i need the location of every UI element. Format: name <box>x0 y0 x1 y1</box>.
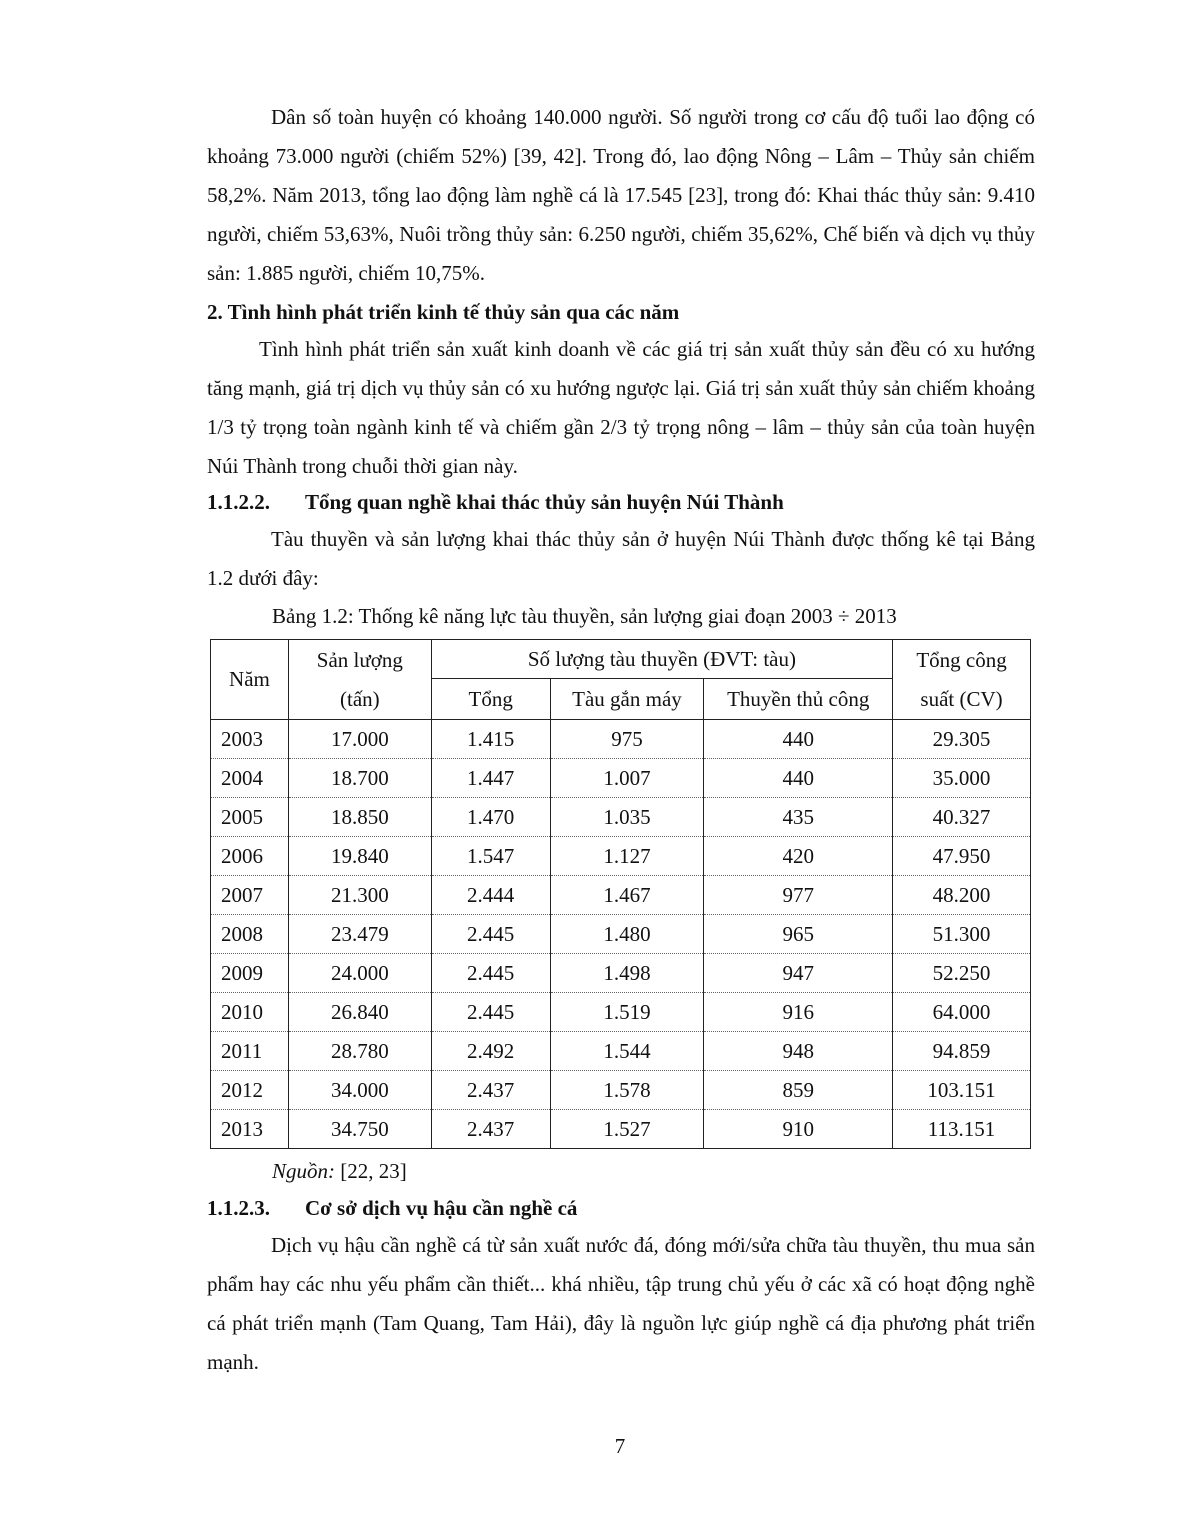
cell-year: 2007 <box>211 876 289 915</box>
paragraph-population: Dân số toàn huyện có khoảng 140.000 người. Số người trong cơ cấu độ tuổi lao động có khoảng 73.000 người (chiếm 52%) [39, 42]. Trong đó, lao động Nông – Lâm – Thủy sản chiếm 58,2%. Năm 2013, tổng lao động làm nghề cá là 17.545 [23], trong đó: Khai thác thủy sản: 9.410 người, chiếm 53,63%, Nuôi trồng thủy sản: 6.250 người, chiếm 35,62%, Chế biến và dịch vụ thủy sản: 1.885 người, chiếm 10,75%. <box>207 105 1035 285</box>
cell-manual: 948 <box>704 1032 893 1071</box>
heading-fisheries-economy: 2. Tình hình phát triển kinh tế thủy sản qua các năm <box>207 300 680 324</box>
cell-total: 2.444 <box>431 876 550 915</box>
cell-year: 2013 <box>211 1110 289 1149</box>
table-caption: Bảng 1.2: Thống kê năng lực tàu thuyền, sản lượng giai đoạn 2003 ÷ 2013 <box>272 604 897 628</box>
cell-output: 17.000 <box>288 720 431 759</box>
heading-section-1-1-2-3 <box>207 1193 577 1223</box>
cell-year: 2006 <box>211 837 289 876</box>
cell-total: 2.445 <box>431 915 550 954</box>
cell-manual: 420 <box>704 837 893 876</box>
cell-motorized: 1.498 <box>550 954 704 993</box>
header-output <box>288 640 431 720</box>
table-row <box>211 1032 1031 1071</box>
cell-power: 29.305 <box>893 720 1031 759</box>
page-number: 7 <box>614 1434 626 1458</box>
cell-manual: 947 <box>704 954 893 993</box>
table-row <box>211 993 1031 1032</box>
cell-motorized: 1.467 <box>550 876 704 915</box>
cell-output: 26.840 <box>288 993 431 1032</box>
cell-motorized: 1.519 <box>550 993 704 1032</box>
header-output-line1: Sản lượng <box>316 647 403 672</box>
cell-power: 51.300 <box>893 915 1031 954</box>
table-row <box>211 876 1031 915</box>
cell-power: 94.859 <box>893 1032 1031 1071</box>
cell-output: 28.780 <box>288 1032 431 1071</box>
cell-manual: 440 <box>704 759 893 798</box>
table-row <box>211 954 1031 993</box>
cell-output: 21.300 <box>288 876 431 915</box>
table-row <box>211 720 1031 759</box>
cell-power: 35.000 <box>893 759 1031 798</box>
cell-power: 64.000 <box>893 993 1031 1032</box>
heading-section-1-1-2-2 <box>207 487 784 517</box>
cell-year: 2005 <box>211 798 289 837</box>
table-row <box>211 837 1031 876</box>
cell-motorized: 1.127 <box>550 837 704 876</box>
header-total-power <box>893 640 1031 720</box>
cell-total: 2.437 <box>431 1071 550 1110</box>
cell-manual: 440 <box>704 720 893 759</box>
table-row <box>211 915 1031 954</box>
section-title: Tổng quan nghề khai thác thủy sản huyện Núi Thành <box>305 490 784 514</box>
cell-total: 1.470 <box>431 798 550 837</box>
cell-year: 2009 <box>211 954 289 993</box>
cell-manual: 859 <box>704 1071 893 1110</box>
header-motorized: Tàu gắn máy <box>550 679 704 720</box>
cell-output: 24.000 <box>288 954 431 993</box>
cell-year: 2003 <box>211 720 289 759</box>
source-label: Nguồn: <box>272 1159 335 1183</box>
table-source <box>272 1156 407 1186</box>
cell-power: 103.151 <box>893 1071 1031 1110</box>
cell-manual: 910 <box>704 1110 893 1149</box>
cell-manual: 916 <box>704 993 893 1032</box>
section-title: Cơ sở dịch vụ hậu cần nghề cá <box>305 1196 578 1220</box>
cell-year: 2011 <box>211 1032 289 1071</box>
cell-power: 48.200 <box>893 876 1031 915</box>
vessel-statistics-table <box>210 639 1031 1149</box>
header-output-line2: (tấn) <box>340 686 380 711</box>
cell-total: 1.447 <box>431 759 550 798</box>
cell-year: 2012 <box>211 1071 289 1110</box>
header-power-line2: suất (CV) <box>920 686 1003 711</box>
cell-year: 2004 <box>211 759 289 798</box>
cell-output: 18.850 <box>288 798 431 837</box>
cell-manual: 965 <box>704 915 893 954</box>
cell-total: 1.415 <box>431 720 550 759</box>
cell-total: 2.445 <box>431 993 550 1032</box>
header-year: Năm <box>211 640 289 720</box>
header-power-line1: Tổng công <box>916 647 1007 672</box>
table-row <box>211 759 1031 798</box>
paragraph-logistics: Dịch vụ hậu cần nghề cá từ sản xuất nước đá, đóng mới/sửa chữa tàu thuyền, thu mua sản phẩm hay các nhu yếu phẩm cần thiết... khá nhiều, tập trung chủ yếu ở các xã có hoạt động nghề cá phát triển mạnh (Tam Quang, Tam Hải), đây là nguồn lực giúp nghề cá địa phương phát triển mạnh. <box>207 1233 1035 1374</box>
table-row <box>211 798 1031 837</box>
cell-output: 18.700 <box>288 759 431 798</box>
cell-motorized: 1.035 <box>550 798 704 837</box>
section-number: 1.1.2.2. <box>207 490 270 514</box>
cell-power: 47.950 <box>893 837 1031 876</box>
header-total-vessels: Tổng <box>431 679 550 720</box>
cell-output: 23.479 <box>288 915 431 954</box>
cell-total: 2.445 <box>431 954 550 993</box>
cell-motorized: 1.480 <box>550 915 704 954</box>
cell-output: 34.000 <box>288 1071 431 1110</box>
table-row <box>211 1110 1031 1149</box>
table-row <box>211 1071 1031 1110</box>
cell-year: 2008 <box>211 915 289 954</box>
cell-power: 52.250 <box>893 954 1031 993</box>
cell-total: 2.437 <box>431 1110 550 1149</box>
cell-manual: 977 <box>704 876 893 915</box>
cell-motorized: 975 <box>550 720 704 759</box>
cell-total: 2.492 <box>431 1032 550 1071</box>
cell-output: 19.840 <box>288 837 431 876</box>
paragraph-table-intro: Tàu thuyền và sản lượng khai thác thủy sản ở huyện Núi Thành được thống kê tại Bảng 1.2 dưới đây: <box>207 527 1035 590</box>
cell-year: 2010 <box>211 993 289 1032</box>
cell-motorized: 1.527 <box>550 1110 704 1149</box>
cell-motorized: 1.007 <box>550 759 704 798</box>
cell-manual: 435 <box>704 798 893 837</box>
cell-power: 40.327 <box>893 798 1031 837</box>
header-vessel-count: Số lượng tàu thuyền (ĐVT: tàu) <box>431 640 892 679</box>
header-manual-boats: Thuyền thủ công <box>704 679 893 720</box>
paragraph-economy: Tình hình phát triển sản xuất kinh doanh về các giá trị sản xuất thủy sản đều có xu hướng tăng mạnh, giá trị dịch vụ thủy sản có xu hướng ngược lại. Giá trị sản xuất thủy sản chiếm khoảng 1/3 tỷ trọng toàn ngành kinh tế và chiếm gần 2/3 tỷ trọng nông – lâm – thủy sản của toàn huyện Núi Thành trong chuỗi thời gian này. <box>207 337 1035 478</box>
cell-output: 34.750 <box>288 1110 431 1149</box>
cell-motorized: 1.544 <box>550 1032 704 1071</box>
source-refs: [22, 23] <box>340 1159 407 1183</box>
section-number: 1.1.2.3. <box>207 1196 270 1220</box>
cell-power: 113.151 <box>893 1110 1031 1149</box>
cell-total: 1.547 <box>431 837 550 876</box>
cell-motorized: 1.578 <box>550 1071 704 1110</box>
